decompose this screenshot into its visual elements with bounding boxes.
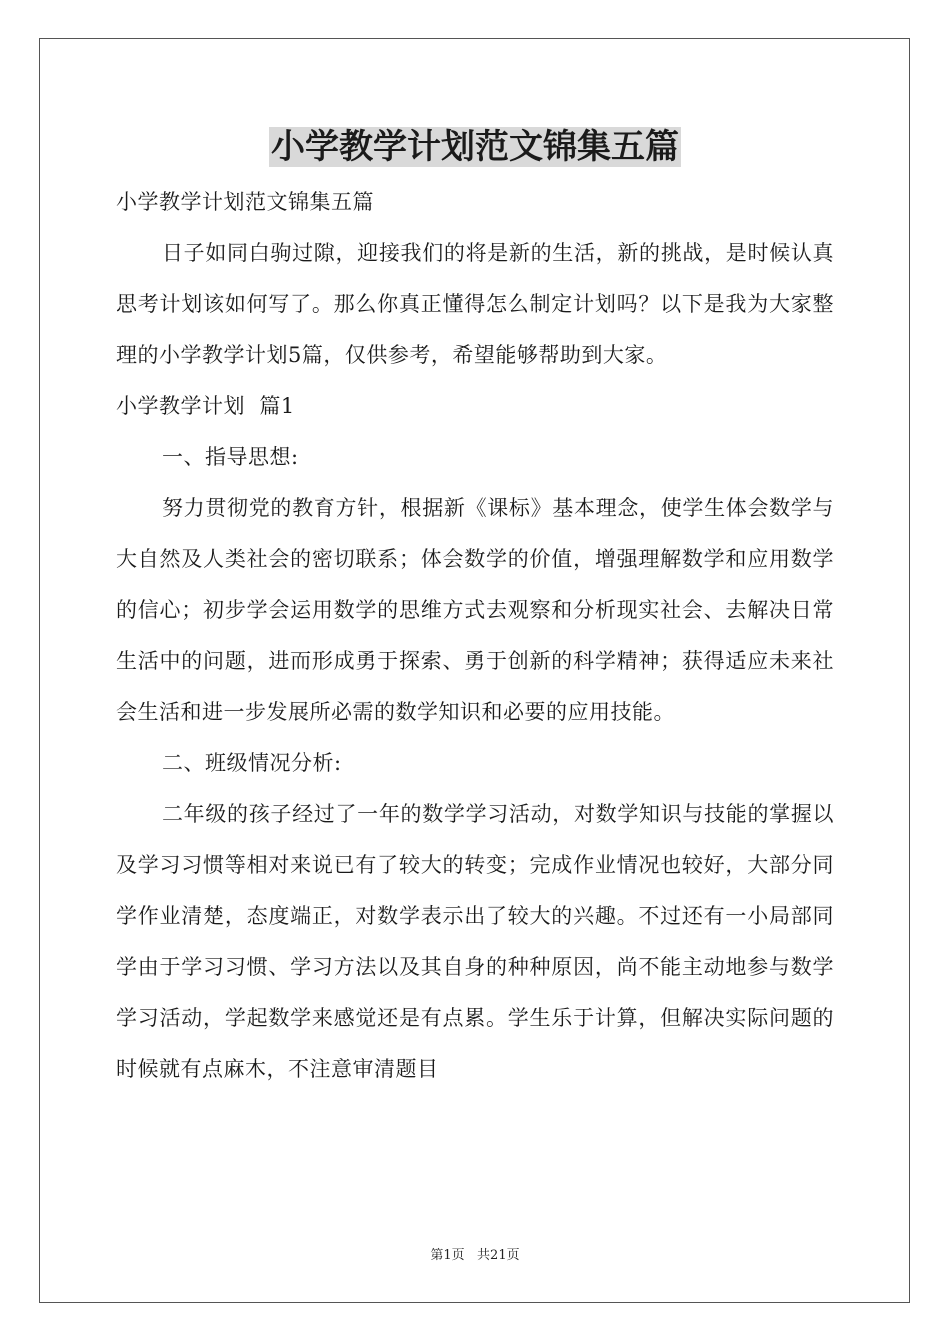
document-title-text: 小学教学计划范文锦集五篇 <box>271 127 679 167</box>
page-footer <box>0 1247 950 1265</box>
document-title <box>0 124 950 170</box>
page-number: 第1页 共21页 <box>430 1248 520 1263</box>
body-paragraph: 二年级的孩子经过了一年的数学学习活动，对数学知识与技能的掌握以及学习习惯等相对来说已有了较大的转变；完成作业情况也较好，大部分同学作业清楚，态度端正，对数学表示出了较大的兴趣。不过还有一小局部同学由于学习习惯、学习方法以及其自身的种种原因，尚不能主动地参与数学学习活动，学起数学来感觉还是有点累。学生乐于计算，但解决实际问题的时候就有点麻木，不注意审清题目 <box>116 802 834 1081</box>
body-paragraph: 日子如同白驹过隙，迎接我们的将是新的生活，新的挑战，是时候认真思考计划该如何写了。那么你真正懂得怎么制定计划吗？以下是我为大家整理的小学教学计划5篇，仅供参考，希望能够帮助到大家。 <box>116 241 834 367</box>
body-paragraph: 小学教学计划范文锦集五篇 <box>116 190 374 214</box>
subsection-heading: 一、指导思想: <box>162 445 299 469</box>
body-paragraph: 努力贯彻党的教育方针，根据新《课标》基本理念，使学生体会数学与大自然及人类社会的密切联系；体会数学的价值，增强理解数学和应用数学的信心；初步学会运用数学的思维方式去观察和分析现实社会、去解决日常生活中的问题，进而形成勇于探索、勇于创新的科学精神；获得适应未来社会生活和进一步发展所必需的数学知识和必要的应用技能。 <box>116 496 834 724</box>
section-heading: 小学教学计划 篇1 <box>116 394 295 418</box>
subsection-heading: 二、班级情况分析: <box>162 751 342 775</box>
document-body <box>116 177 834 1095</box>
